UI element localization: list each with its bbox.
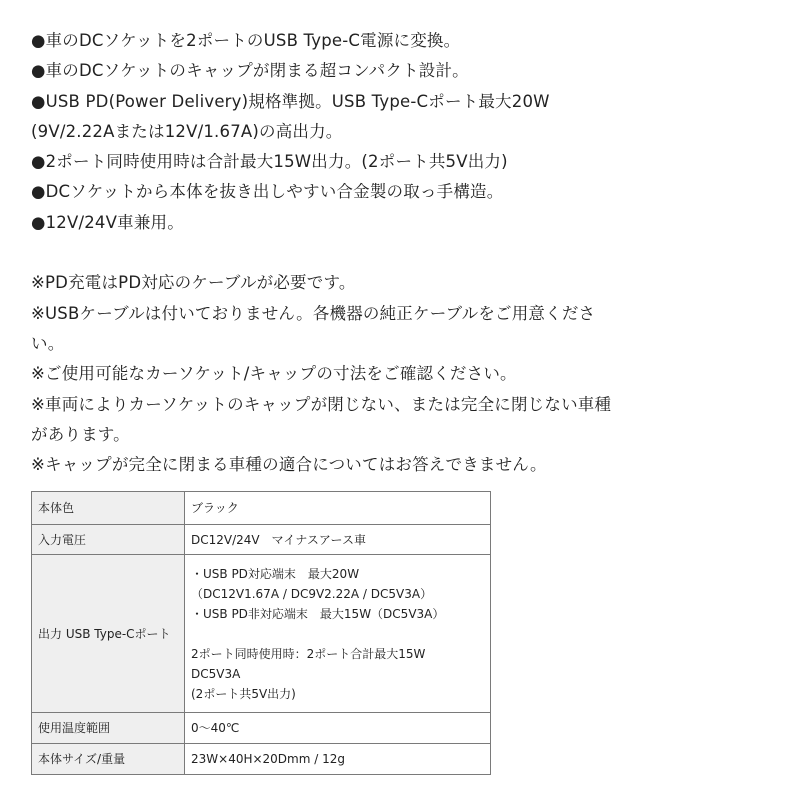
feature-line: (9V/2.22Aまたは12V/1.67A)の高出力。 [31,121,343,141]
feature-line: ●DCソケットから本体を抜き出しやすい合金製の取っ手構造。 [31,182,504,202]
feature-line: ●車のDCソケットを2ポートのUSB Type-C電源に変換。 [31,31,461,50]
note-line: ※PD充電はPD対応のケーブルが必要です。 [31,273,356,293]
spec-value-spacer [191,624,484,644]
spec-value-line: ・USB PD非対応端末 最大15W（DC5V3A） [191,606,445,621]
feature-line: ●2ポート同時使用時は合計最大15W出力。(2ポート共5V出力) [31,152,508,172]
note-line: い。 [31,333,65,353]
spec-label: 出力 USB Type-Cポート [32,555,185,713]
spec-value-line: ・USB PD対応端末 最大20W [191,566,360,581]
note-line: ※ご使用可能なカーソケット/キャップの寸法をご確認ください。 [31,364,517,384]
spec-row-color [32,492,491,525]
spec-value-line: 2ポート同時使用時：2ポート合計最大15W [191,646,426,661]
spec-label: 使用温度範囲 [32,713,185,744]
spec-label: 本体サイズ/重量 [32,744,185,775]
spec-value-line: 23W×40H×20Dmm / 12g [191,752,345,766]
spec-row-input-voltage [32,525,491,555]
spec-value [185,492,491,525]
spec-row-temperature [32,713,491,744]
note-line: ※車両によりカーソケットのキャップが閉じない、または完全に閉じない車種 [31,394,612,414]
spec-label: 入力電圧 [32,525,185,555]
spacer [31,238,791,268]
feature-line: ●車のDCソケットのキャップが閉まる超コンパクト設計。 [31,61,469,81]
spec-row-output [32,555,491,713]
spec-table [31,491,491,775]
spec-value-line: （DC12V1.67A / DC9V2.22A / DC5V3A） [191,586,433,601]
spec-value [185,713,491,744]
spec-value [185,744,491,775]
note-line: があります。 [31,424,130,444]
spec-value-line: DC12V/24V マイナスアース車 [191,532,366,547]
feature-line: ●USB PD(Power Delivery)規格準拠。USB Type-Cポート最大20W [31,91,550,111]
spec-value [185,525,491,555]
spec-value-line: 0～40℃ [191,721,240,735]
spec-row-size-weight [32,744,491,775]
spec-label: 本体色 [32,492,185,525]
feature-line: ●12V/24V車兼用。 [31,212,184,232]
spec-value-line: ブラック [191,501,239,515]
note-line: ※USBケーブルは付いておりません。各機器の純正ケーブルをご用意くださ [31,303,596,323]
spec-value-line: (2ポート共5V出力) [191,686,296,701]
spec-value-line: DC5V3A [191,666,241,681]
product-description [31,26,791,480]
spec-value [185,555,491,713]
note-line: ※キャップが完全に閉まる車種の適合についてはお答えできません。 [31,455,547,475]
